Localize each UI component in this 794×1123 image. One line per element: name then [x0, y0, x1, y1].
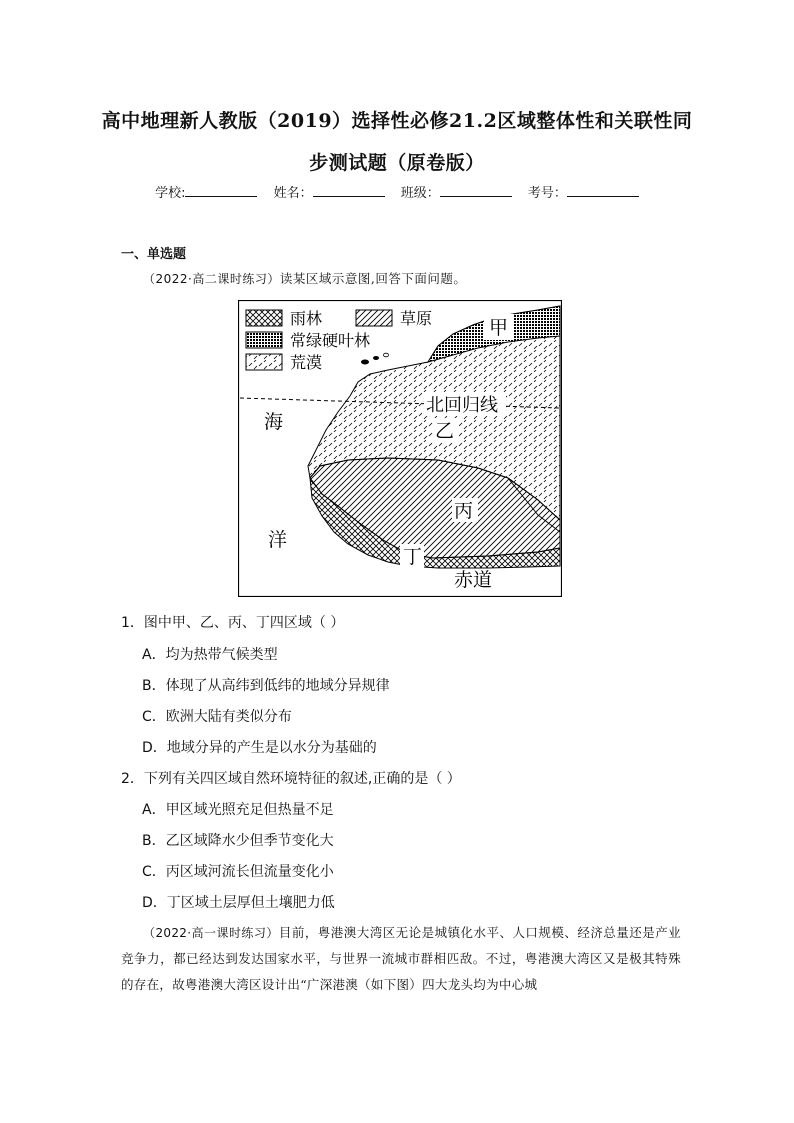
passage-paragraph	[121, 920, 681, 998]
question-2-option-c[interactable]: C．丙区域河流长但流量变化小	[142, 864, 334, 880]
label-yi: 乙	[435, 420, 455, 442]
section-heading: 一、单选题	[121, 247, 187, 262]
student-info-line	[0, 182, 794, 201]
question-1-option-b[interactable]: B．体现了从高纬到低纬的地域分异规律	[142, 678, 390, 694]
question-1-stem: 1．图中甲、乙、丙、丁四区域（ ）	[121, 615, 345, 631]
question-2-option-a[interactable]: A．甲区域光照充足但热量不足	[142, 802, 334, 818]
name-blank[interactable]	[313, 184, 385, 197]
question-2-stem: 2．下列有关四区域自然环境特征的叙述,正确的是（ ）	[121, 771, 461, 787]
class-blank[interactable]	[440, 184, 512, 197]
passage-text: 目前，粤港澳大湾区无论是城镇化水平、人口规模、经济总量还是产业竞争力，都已经达到发达国家水平，与世界一流城市群相匹敌。不过，粤港澳大湾区又是极其特殊的存在，故粤港澳大湾区设计出“广深港澳（如下图）四大龙头均为中心城	[121, 925, 681, 992]
question-1-option-d[interactable]: D．地域分异的产生是以水分为基础的	[142, 740, 377, 756]
legend-evergreen: 常绿硬叶林	[290, 331, 371, 350]
label-hai: 海	[264, 411, 284, 433]
page-title: 高中地理新人教版（2019）选择性必修21.2区域整体性和关联性同步测试题（原卷版）	[101, 110, 693, 174]
legend-rainforest: 雨林	[290, 309, 323, 328]
name-field: 姓名：	[274, 186, 385, 201]
label-tropic: 北回归线	[426, 395, 498, 416]
label-ding: 丁	[403, 546, 423, 568]
legend-desert: 荒漠	[290, 353, 323, 372]
school-blank[interactable]	[185, 184, 257, 197]
exam-number-blank[interactable]	[567, 184, 639, 197]
question-1-option-a[interactable]: A．均为热带气候类型	[142, 647, 278, 663]
class-field: 班级：	[401, 186, 512, 201]
question-prompt: 读某区域示意图,回答下面问题。	[279, 271, 467, 286]
label-equator: 赤道	[454, 569, 493, 591]
question-2-option-b[interactable]: B．乙区域降水少但季节变化大	[142, 833, 334, 849]
question-group-intro	[143, 269, 466, 287]
label-bing: 丙	[454, 500, 474, 522]
region-map	[238, 300, 562, 597]
passage-source: （2022·高一课时练习）	[143, 926, 279, 940]
region-map-svg	[238, 300, 562, 597]
question-source: （2022·高二课时练习）	[143, 272, 280, 286]
label-yang: 洋	[268, 529, 288, 551]
legend-savanna: 草原	[400, 309, 433, 328]
label-jia: 甲	[489, 317, 509, 339]
exam-number-field: 考号：	[528, 186, 639, 201]
question-2-option-d[interactable]: D．丁区域土层厚但土壤肥力低	[142, 895, 335, 911]
question-1-option-c[interactable]: C．欧洲大陆有类似分布	[142, 709, 292, 725]
school-field: 学校:	[155, 186, 257, 201]
